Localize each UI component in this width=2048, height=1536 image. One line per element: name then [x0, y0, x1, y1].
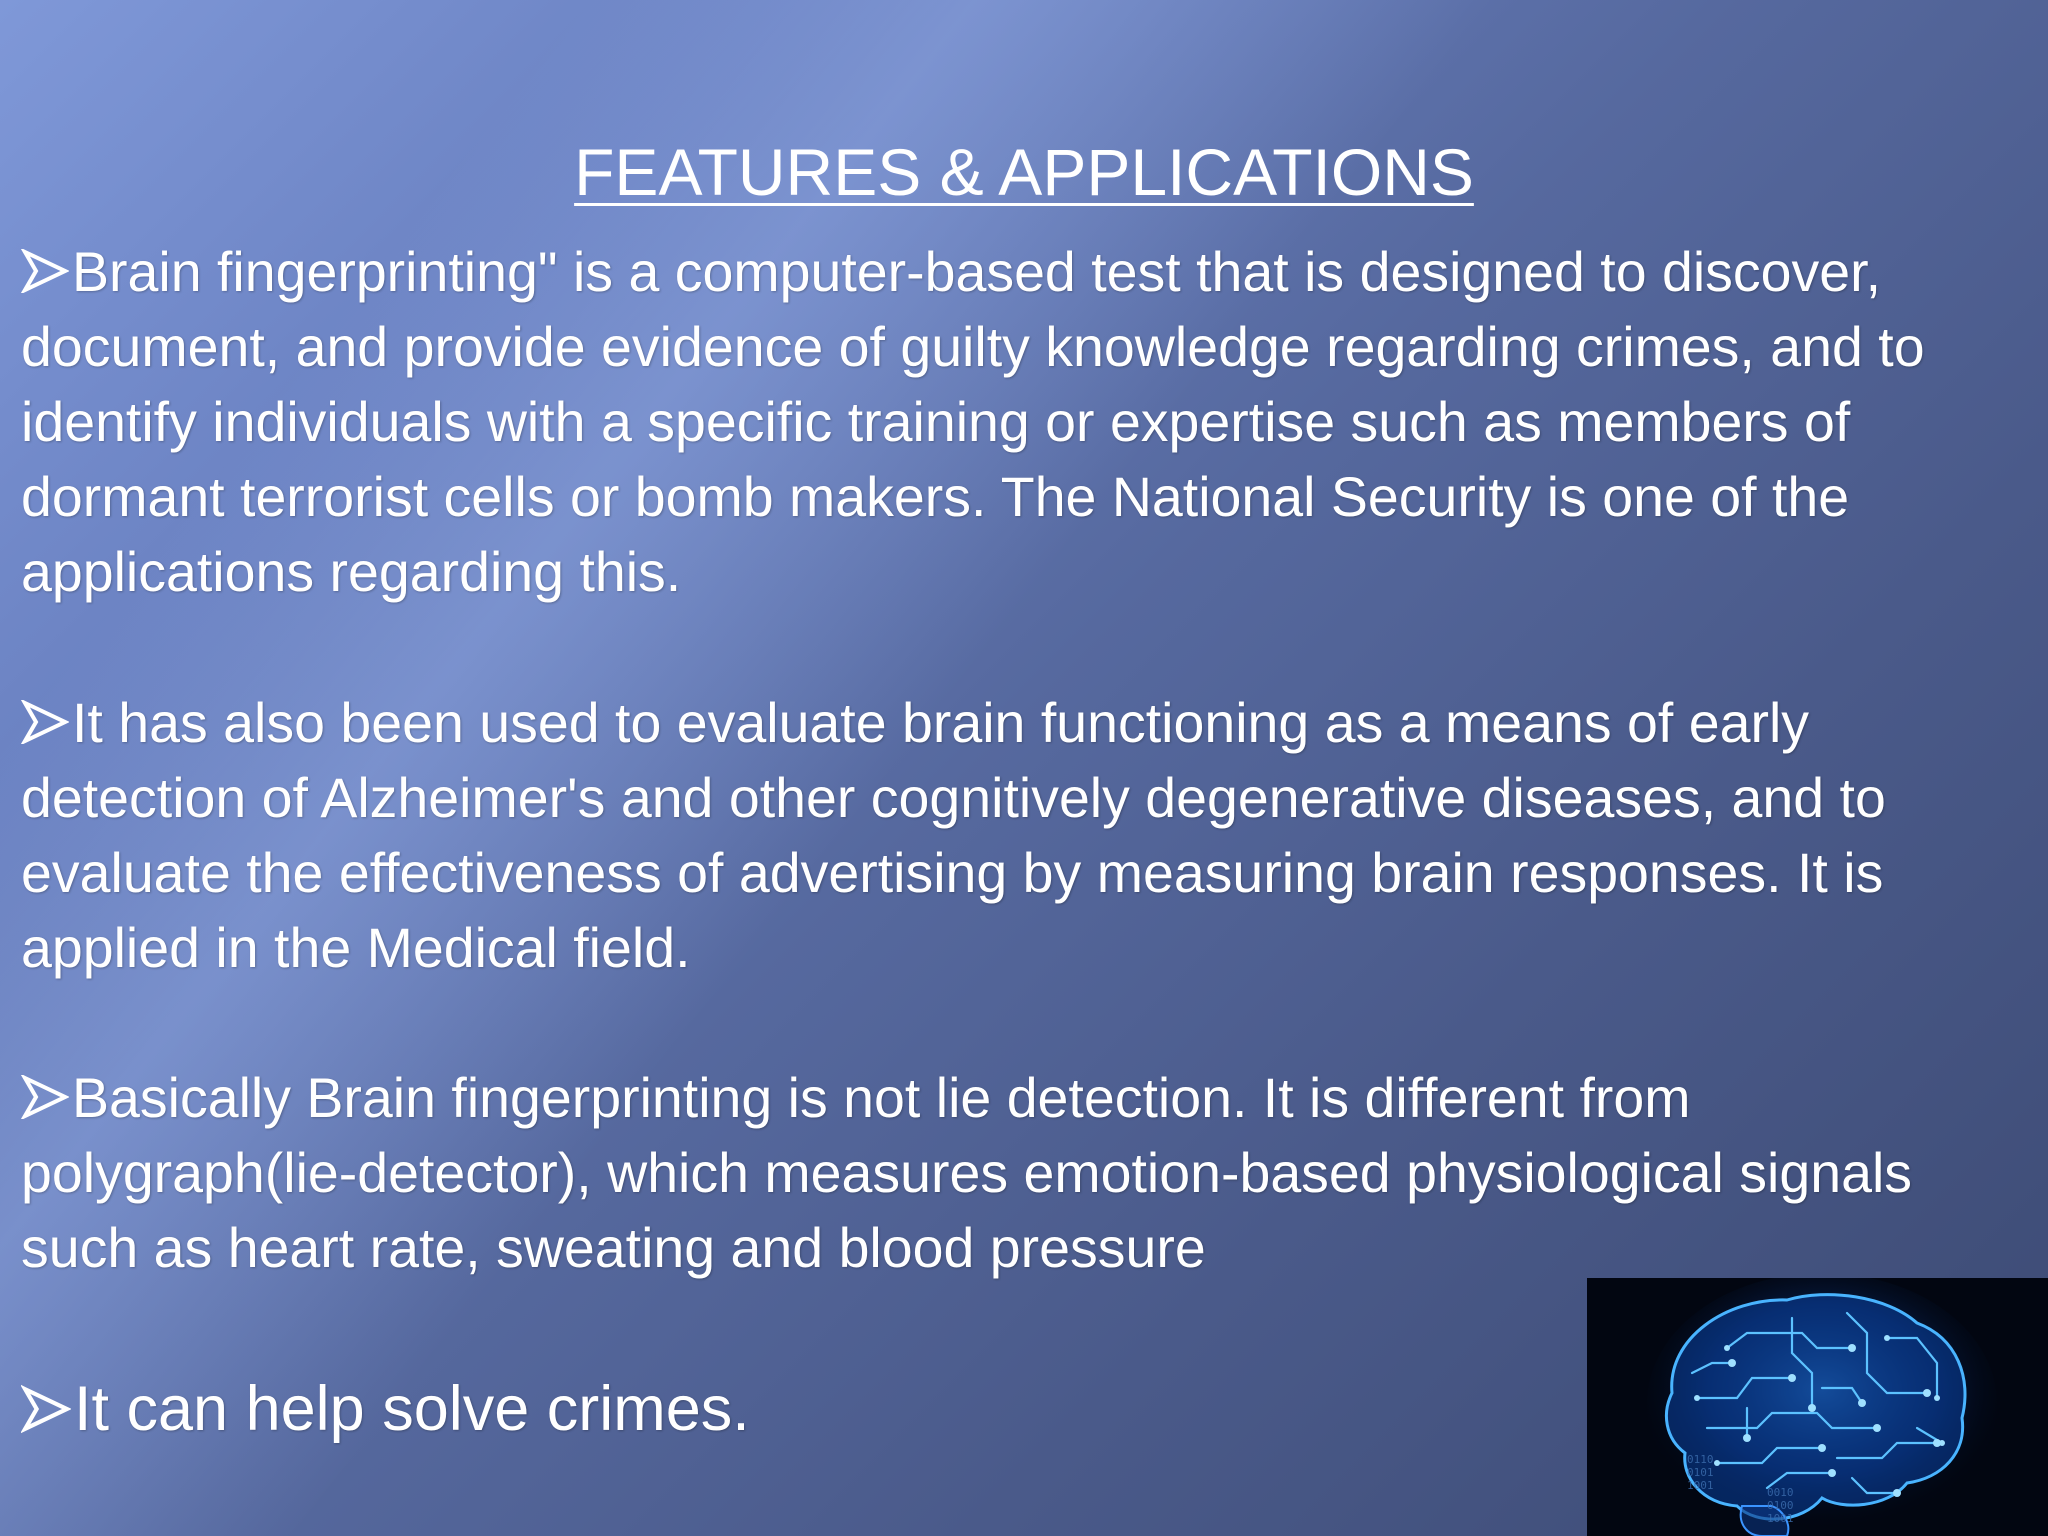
- svg-text:1001: 1001: [1687, 1479, 1714, 1492]
- bullet-text: Basically Brain fingerprinting is not lie detection. It is different from polygraph(lie-detector), which measures emotion-based physiological signals such as heart rate, sweating and blood pressure: [21, 1067, 1913, 1279]
- svg-text:0100: 0100: [1767, 1499, 1794, 1512]
- svg-text:0110: 0110: [1687, 1453, 1714, 1466]
- bullet-item: [21, 1061, 2031, 1286]
- arrow-bullet-icon: [21, 1384, 71, 1434]
- slide-title: FEATURES & APPLICATIONS: [574, 135, 1474, 209]
- svg-text:0101: 0101: [1687, 1466, 1714, 1479]
- bullet-item: [21, 235, 2031, 610]
- svg-text:0010: 0010: [1767, 1486, 1794, 1499]
- arrow-bullet-icon: [21, 249, 69, 293]
- arrow-bullet-icon: [21, 700, 69, 744]
- brain-image: [1587, 1278, 2048, 1536]
- bullet-text: It can help solve crimes.: [74, 1374, 750, 1444]
- bullet-text: Brain fingerprinting" is a computer-based test that is designed to discover, document, and provide evidence of guilty knowledge regarding crimes, and to identify individuals with a specific training or expertise such as members of dormant terrorist cells or bomb makers. The National Security is one of the applications regarding this.: [21, 241, 1925, 603]
- svg-text:1001: 1001: [1767, 1512, 1794, 1525]
- arrow-bullet-icon: [21, 1075, 69, 1119]
- circuit-brain-icon: [1587, 1278, 2048, 1536]
- bullet-text: It has also been used to evaluate brain functioning as a means of early detection of Alzheimer's and other cognitively degenerative diseases, and to evaluate the effectiveness of advertising by measuring brain responses. It is applied in the Medical field.: [21, 692, 1886, 979]
- bullet-item: [21, 686, 2031, 986]
